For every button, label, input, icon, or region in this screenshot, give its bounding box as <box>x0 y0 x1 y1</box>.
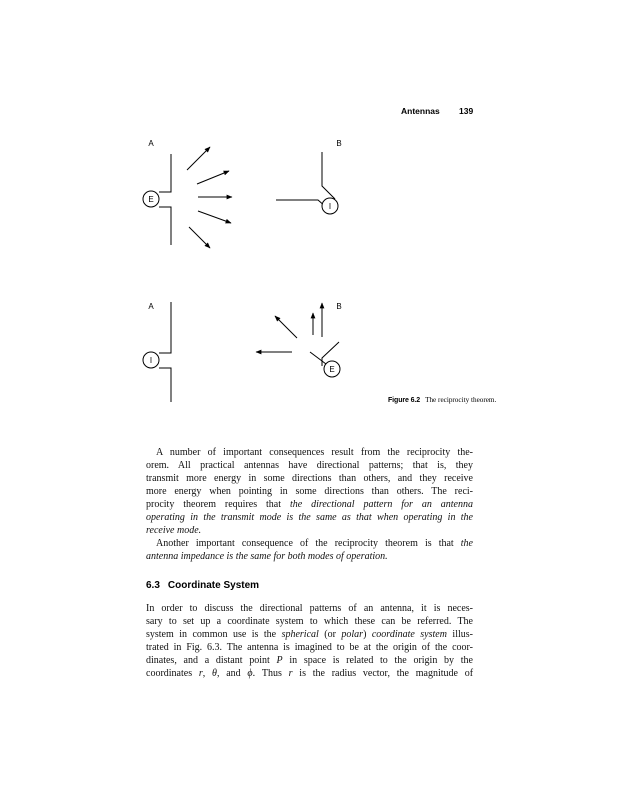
figure-caption <box>388 396 496 404</box>
text-line: receive mode. <box>146 525 202 536</box>
running-header-title: Antennas <box>401 106 440 116</box>
text-line: system in common use is the spherical (or polar) coordinate system illus- <box>146 629 473 640</box>
label-i-bottom: I <box>149 356 153 365</box>
text-line: antenna impedance is the same for both modes of operation. <box>146 551 388 562</box>
text-line: trated in Fig. 6.3. The antenna is imagined to be at the origin of the coor- <box>146 642 473 653</box>
paragraph-coordinate-system <box>146 602 473 680</box>
text-line: A number of important consequences result from the reciprocity the- <box>156 447 473 458</box>
antenna-b-bottom-arm <box>310 352 326 364</box>
radiation-arrow <box>198 211 231 223</box>
label-a-top: A <box>148 139 154 148</box>
antenna-b-top-arm <box>322 152 335 199</box>
antenna-a-bottom-lower <box>159 368 171 402</box>
text-line: Another important consequence of the reciprocity theorem is that the <box>156 538 473 549</box>
section-title: Coordinate System <box>167 580 260 591</box>
text-line: sary to set up a coordinate system to which these can be referred. The <box>146 616 473 627</box>
text-line: transmit more energy in some directions than others, and they receive <box>146 473 473 484</box>
label-e-bottom: E <box>329 365 335 374</box>
radiation-arrow <box>275 316 297 338</box>
radiation-arrow <box>197 171 229 184</box>
section-heading <box>146 580 267 591</box>
text-line: operating in the transmit mode is the same as that when operating in the <box>146 512 473 523</box>
antenna-b-top <box>276 200 326 207</box>
antenna-a-top-upper <box>159 154 171 192</box>
label-a-bottom: A <box>148 302 154 311</box>
text-line: dinates, and a distant point P in space is related to the origin by the <box>146 655 473 666</box>
radiation-arrow <box>189 227 210 248</box>
paragraph-consequences <box>146 446 473 537</box>
antenna-a-top-lower <box>159 207 171 245</box>
text-line: In order to discuss the directional patterns of an antenna, it is neces- <box>146 603 473 614</box>
figure-caption-label: Figure 6.2 <box>388 397 421 404</box>
text-line: procity theorem requires that the directional pattern for an antenna <box>146 499 473 510</box>
text-line: coordinates r, θ, and ϕ. Thus r is the radius vector, the magnitude of <box>146 668 474 679</box>
label-e-top: E <box>148 195 154 204</box>
label-b-bottom: B <box>336 302 342 311</box>
page-number: 139 <box>459 106 474 116</box>
section-number: 6.3 <box>146 580 160 591</box>
figure-caption-text: The reciprocity theorem. <box>425 396 497 404</box>
radiation-arrow <box>187 147 210 170</box>
text-line: orem. All practical antennas have directional patterns; that is, they <box>146 460 473 471</box>
text-line: more energy when pointing in some directions than others. The reci- <box>146 486 473 497</box>
antenna-a-bottom-upper <box>159 302 171 353</box>
label-b-top: B <box>336 139 342 148</box>
label-i-top: I <box>328 202 332 211</box>
paragraph-impedance <box>146 537 473 563</box>
